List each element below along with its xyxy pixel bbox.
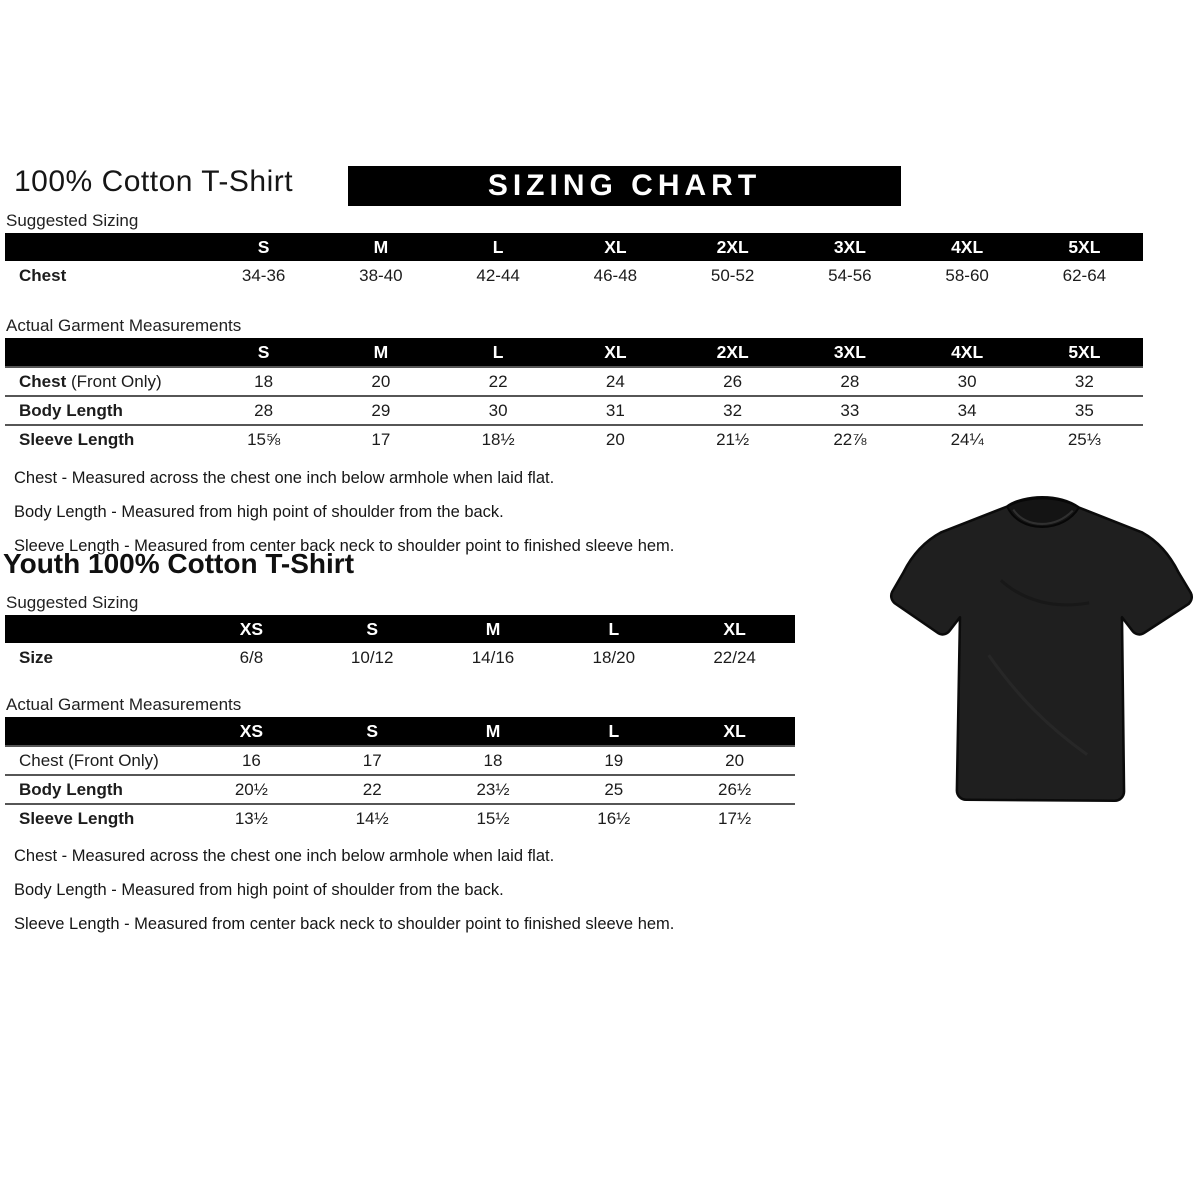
measurement-value-cell: 22 [488, 371, 508, 391]
size-column-header: L [492, 236, 504, 257]
youth-actual-measurements-table [5, 717, 795, 832]
tshirt-body-shape [891, 497, 1192, 800]
size-column-header: 2XL [716, 341, 749, 362]
table-row [5, 774, 795, 803]
table-row [5, 424, 1143, 453]
size-column-header: 5XL [1068, 236, 1101, 257]
measurement-value-cell: 22 [362, 779, 382, 799]
measurement-value-cell: 62-64 [1062, 265, 1107, 285]
row-label-text: Chest (Front Only) [19, 750, 159, 770]
measurement-value-cell: 58-60 [945, 265, 989, 285]
adult-actual-measurements-table [5, 338, 1143, 453]
row-label [5, 780, 191, 800]
measurement-value-cell: 18/20 [592, 647, 636, 667]
size-column-header: 5XL [1068, 341, 1101, 362]
measurement-value-cell: 32 [1074, 371, 1094, 391]
measurement-value-cell: 20 [725, 750, 745, 770]
note-line: Body Length - Measured from high point of shoulder from the back. [14, 503, 504, 521]
size-column-header: S [366, 720, 379, 741]
size-column-header: M [485, 720, 501, 741]
measurement-value-cell: 22⅞ [833, 429, 867, 449]
table-header-row [5, 615, 795, 643]
size-column-header: 3XL [833, 236, 866, 257]
measurement-value-cell: 32 [723, 400, 743, 420]
size-column-header: XL [604, 341, 627, 362]
note-line: Body Length - Measured from high point of shoulder from the back. [14, 881, 504, 899]
note-line: Chest - Measured across the chest one inch below armhole when laid flat. [14, 847, 555, 865]
measurement-value-cell: 26½ [718, 779, 752, 799]
size-column-header: 3XL [833, 341, 866, 362]
measurement-value-cell: 20 [371, 371, 391, 391]
measurement-value-cell: 17½ [718, 808, 752, 828]
note-line: Chest - Measured across the chest one inch below armhole when laid flat. [14, 469, 555, 487]
row-label-text: Body Length [19, 400, 123, 420]
adult-suggested-sizing-label: Suggested Sizing [6, 211, 139, 230]
size-column-header: 4XL [951, 341, 984, 362]
measurement-value-cell: 16½ [597, 808, 631, 828]
table-row [5, 803, 795, 832]
measurement-value-cell: 28 [840, 371, 860, 391]
table-header-row [5, 338, 1143, 366]
measurement-value-cell: 16 [241, 750, 261, 770]
measurement-value-cell: 6/8 [239, 647, 264, 667]
measurement-value-cell: 15⅝ [247, 429, 281, 449]
size-column-header: XL [723, 618, 746, 639]
measurement-value-cell: 28 [254, 400, 274, 420]
sizing-chart-banner-text: SIZING CHART [487, 169, 762, 202]
measurement-value-cell: 30 [488, 400, 508, 420]
row-label-text: Sleeve Length [19, 808, 135, 828]
size-column-header: M [373, 236, 389, 257]
black-tshirt-image [886, 486, 1198, 810]
measurement-value-cell: 29 [371, 400, 391, 420]
row-label [5, 430, 205, 450]
measurement-value-cell: 38-40 [359, 265, 403, 285]
row-label [5, 648, 191, 668]
measurement-value-cell: 22/24 [713, 647, 756, 667]
row-label [5, 266, 205, 286]
measurement-value-cell: 20½ [234, 779, 268, 799]
row-label-text: Size [19, 647, 54, 667]
size-column-header: XS [239, 720, 264, 741]
measurement-value-cell: 26 [723, 371, 743, 391]
measurement-value-cell: 50-52 [710, 265, 755, 285]
row-label [5, 372, 205, 392]
size-column-header: 2XL [716, 236, 749, 257]
measurement-value-cell: 25 [604, 779, 624, 799]
table-row [5, 643, 795, 672]
measurement-value-cell: 46-48 [593, 265, 638, 285]
row-label-text: Body Length [19, 779, 123, 799]
measurement-value-cell: 24 [605, 371, 625, 391]
row-label-text: Chest [19, 265, 67, 285]
sizing-chart-banner [348, 166, 901, 206]
measurement-value-cell: 17 [362, 750, 382, 770]
size-column-header: S [257, 236, 270, 257]
measurement-value-cell: 34 [957, 400, 977, 420]
row-label-text: Sleeve Length [19, 429, 135, 449]
measurement-value-cell: 23½ [476, 779, 510, 799]
measurement-value-cell: 54-56 [828, 265, 872, 285]
row-label-text: Chest [19, 371, 67, 391]
measurement-value-cell: 13½ [234, 808, 268, 828]
measurement-value-cell: 24¼ [950, 429, 984, 449]
measurement-value-cell: 18½ [481, 429, 515, 449]
size-column-header: XL [604, 236, 627, 257]
size-column-header: 4XL [951, 236, 984, 257]
table-row [5, 261, 1143, 290]
row-label [5, 401, 205, 421]
youth-measurement-notes [14, 839, 674, 941]
measurement-value-cell: 10/12 [350, 647, 394, 667]
measurement-value-cell: 14½ [355, 808, 389, 828]
row-label [5, 809, 191, 829]
youth-actual-measurements-label: Actual Garment Measurements [6, 695, 242, 714]
size-column-header: L [492, 341, 504, 362]
measurement-value-cell: 21½ [716, 429, 750, 449]
size-column-header: XS [239, 618, 264, 639]
size-column-header: S [366, 618, 379, 639]
measurement-value-cell: 18 [483, 750, 503, 770]
size-column-header: L [608, 720, 620, 741]
size-column-header: L [608, 618, 620, 639]
measurement-value-cell: 17 [371, 429, 391, 449]
table-header-row [5, 717, 795, 745]
adult-actual-measurements-label: Actual Garment Measurements [6, 316, 242, 335]
row-label [5, 751, 191, 771]
youth-section-title: Youth 100% Cotton T-Shirt [3, 548, 355, 579]
table-row [5, 745, 795, 774]
adult-suggested-sizing-table [5, 233, 1143, 290]
youth-suggested-sizing-label: Suggested Sizing [6, 593, 139, 612]
page-title: 100% Cotton T-Shirt [14, 165, 294, 198]
measurement-value-cell: 20 [605, 429, 625, 449]
row-label-suffix: (Front Only) [66, 371, 162, 391]
note-line: Sleeve Length - Measured from center back neck to shoulder point to finished sleeve hem. [14, 537, 675, 555]
measurement-value-cell: 35 [1074, 400, 1094, 420]
table-row [5, 395, 1143, 424]
measurement-value-cell: 14/16 [471, 647, 515, 667]
measurement-value-cell: 18 [254, 371, 274, 391]
table-header-row [5, 233, 1143, 261]
measurement-value-cell: 19 [604, 750, 624, 770]
note-line: Sleeve Length - Measured from center back neck to shoulder point to finished sleeve hem. [14, 915, 675, 933]
size-column-header: M [485, 618, 501, 639]
youth-suggested-sizing-table [5, 615, 795, 672]
size-column-header: XL [723, 720, 746, 741]
size-column-header: S [257, 341, 270, 362]
measurement-value-cell: 31 [605, 400, 625, 420]
size-column-header: M [373, 341, 389, 362]
measurement-value-cell: 34-36 [241, 265, 286, 285]
measurement-value-cell: 30 [957, 371, 977, 391]
measurement-value-cell: 33 [840, 400, 860, 420]
measurement-value-cell: 15½ [476, 808, 510, 828]
table-row [5, 366, 1143, 395]
measurement-value-cell: 42-44 [476, 265, 520, 285]
measurement-value-cell: 25⅓ [1067, 429, 1101, 449]
